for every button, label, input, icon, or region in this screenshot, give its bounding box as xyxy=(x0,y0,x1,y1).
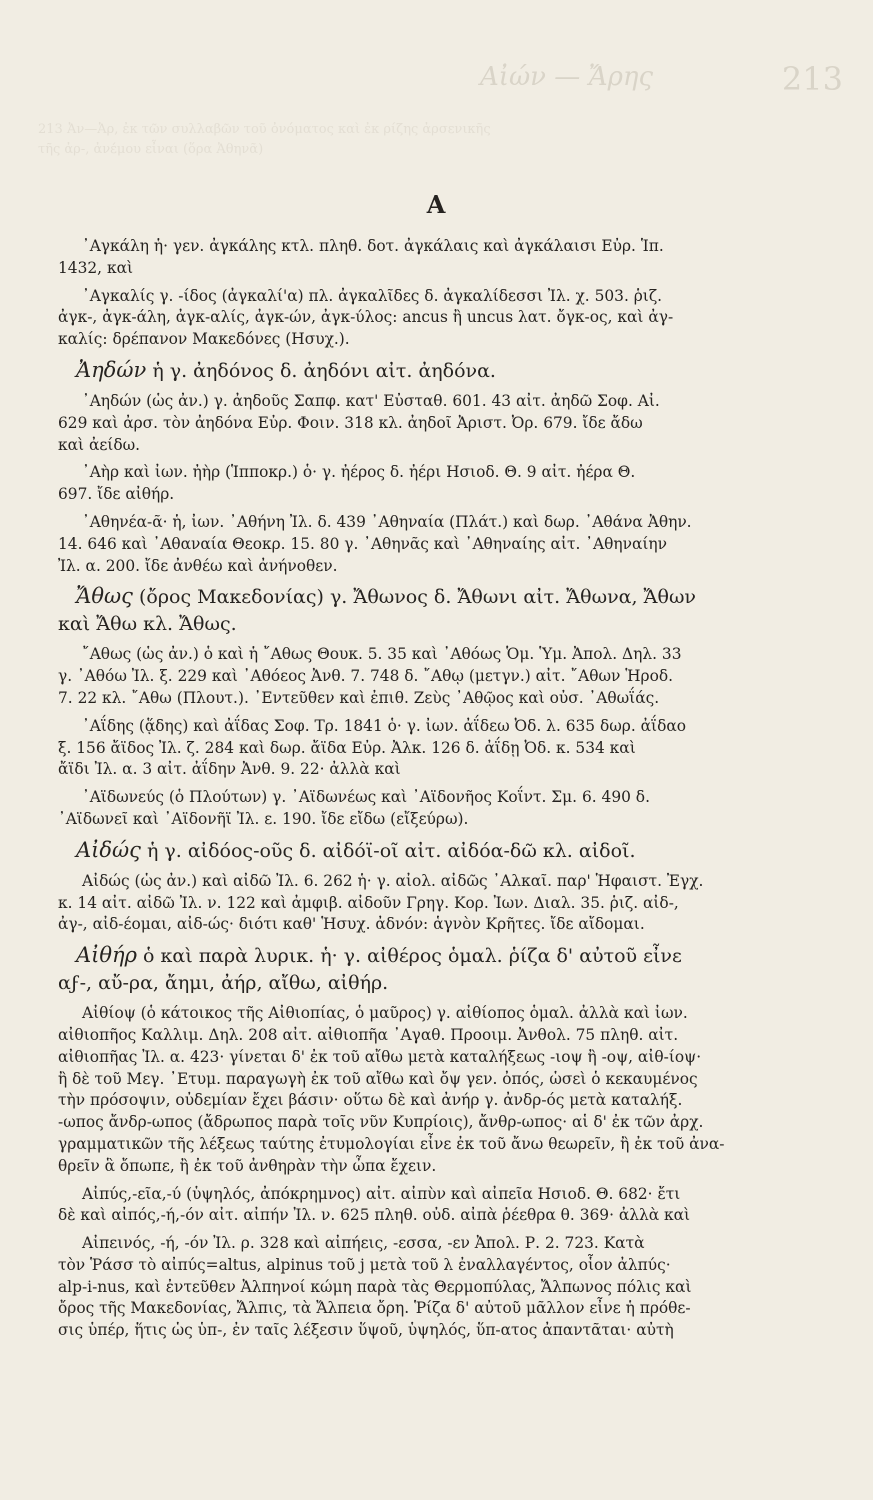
entry-line: 1432, καὶ xyxy=(58,258,133,277)
bleed-line: τῆς ἀρ-, ἀνέμου εἶναι (ὅρα Ἀθηνᾶ) xyxy=(38,142,264,157)
entry-line: ᾿Αθηνέα-ᾶ· ἡ, ἰων. ᾿Αθήνη Ἰλ. δ. 439 ᾿Αθηναία (Πλάτ.) καὶ δωρ. ᾿Αθάνα Ἀθην. xyxy=(82,512,692,531)
entry-line: ᾿Αϊδωνεύς (ὁ Πλούτων) γ. ᾿Αϊδωνέως καὶ ᾿Αϊδονῆος Κοΐντ. Σμ. 6. 490 δ. xyxy=(82,788,650,807)
entry-aides xyxy=(58,716,766,781)
entry-aedon-sub xyxy=(58,391,766,456)
entry-line: κ. 14 αἰτ. αἰδῶ Ἰλ. ν. 122 καὶ ἀμφιβ. αἰδοῦν Γρηγ. Κορ. Ἰων. Διαλ. 35. ῥιζ. αἰδ-, xyxy=(58,893,679,912)
entry-line: ᾿Αϊδωνεῖ καὶ ᾿Αϊδονῆϊ Ἰλ. ε. 190. ἴδε εἴδω (εἴξεύρω). xyxy=(58,809,469,828)
entry-line: -ωπος ἄνδρ-ωπος (ἄδρωπος παρὰ τοῖς νῦν Κυπρίοις), ἄνθρ-ωπος· αἱ δ' ἐκ τῶν ἀρχ. xyxy=(58,1113,704,1132)
entry-line: ᾿Αηδών (ὡς ἀν.) γ. ἀηδοῦς Σαπφ. κατ' Εὐσταθ. 601. 43 αἰτ. ἀηδῶ Σοφ. Αἰ. xyxy=(82,391,660,410)
entry-line: γραμματικῶν τῆς λέξεως ταύτης ἐτυμολογίαι εἶνε ἐκ τοῦ ἄνω θεωρεῖν, ἢ ἐκ τοῦ ἀνα- xyxy=(58,1134,725,1153)
bleed-through-text xyxy=(38,120,838,160)
entry-line: 14. 646 καὶ ᾿Αθαναία Θεοκρ. 15. 80 γ. ᾿Αθηνᾶς καὶ ᾿Αθηναίης αἰτ. ᾿Αθηναίην xyxy=(58,534,667,553)
entry-line: 697. ἴδε αἰθήρ. xyxy=(58,485,175,504)
headword: Αἰδώς xyxy=(76,837,141,862)
entry-line: ᾿Αγκαλίς γ. -ίδος (ἀγκαλί'α) πλ. ἀγκαλῖδες δ. ἀγκαλίδεσσι Ἰλ. χ. 503. ῥιζ. xyxy=(82,286,663,305)
entry-aither xyxy=(58,942,766,997)
section-letter: Α xyxy=(426,190,447,219)
entry-line: καὶ Ἄθω κλ. Ἄθως. xyxy=(58,613,237,636)
entry-line: Αἰδώς (ὡς ἀν.) καὶ αἰδῶ Ἰλ. 6. 262 ἡ· γ. αἰολ. αἰδῶς ᾿Αλκαῖ. παρ' Ἡφαιστ. Ἐγχ. xyxy=(82,871,704,890)
entry-line: alp-i-nus, καὶ ἐντεῦθεν Ἀλπηνοί κώμη παρὰ τὰς Θερμοπύλας, Ἄλπωνος πόλις καὶ xyxy=(58,1277,692,1296)
entry-line: Ἰλ. α. 200. ἴδε ἀνθέω καὶ ἀνήνοθεν. xyxy=(58,556,338,575)
entry-line: ξ. 156 ἄϊδος Ἰλ. ζ. 284 καὶ δωρ. ἄϊδα Εὐρ. Ἀλκ. 126 δ. ἀΐδῃ Ὀδ. κ. 534 καὶ xyxy=(58,738,636,757)
entry-spacer xyxy=(58,1342,766,1348)
entry-line: Αἰπεινός, -ή, -όν Ἰλ. ρ. 328 καὶ αἰπήεις, -εσσα, -εν Ἀπολ. Ρ. 2. 723. Κατὰ xyxy=(82,1234,645,1253)
entry-line xyxy=(58,583,766,611)
entry-line: γ. ᾿Αθόω Ἰλ. ξ. 229 καὶ ᾿Αθόεος Ἀνθ. 7. 748 δ. ῎Αθῳ (μετγν.) αἰτ. ῎Αθων Ἡροδ. xyxy=(58,667,674,686)
entry-line: καλίς: δρέπανον Μακεδόνες (Ησυχ.). xyxy=(58,330,350,349)
entry-aidos-sub xyxy=(58,871,766,936)
entry-line: αἰθιοπῆας Ἰλ. α. 423· γίνεται δ' ἐκ τοῦ αἴθω μετὰ καταλήξεως -ιοψ ἢ -οψ, αἰθ-ίοψ· xyxy=(58,1047,702,1066)
entry-line: ἀγκ-, ἀγκ-άλη, ἀγκ-αλίς, ἀγκ-ών, ἀγκ-ύλος: ancus ἢ uncus λατ. ὄγκ-ος, καὶ ἀγ- xyxy=(58,308,674,327)
entry-line: 7. 22 κλ. ῎Αθω (Πλουτ.). ᾿Εντεῦθεν καὶ ἐπιθ. Ζεὺς ᾿Αθῷος καὶ οὐσ. ᾿Αθωΐάς. xyxy=(58,688,660,707)
entry-line: θρεῖν ἃ ὄπωπε, ἢ ἐκ τοῦ ἀνθηρὰν τὴν ὦπα ἔχειν. xyxy=(58,1156,437,1175)
entry-line xyxy=(58,357,766,385)
entry-athos xyxy=(58,583,766,638)
entry-line xyxy=(58,942,766,970)
entry-aidos xyxy=(58,837,766,865)
entry-line: ἢ δὲ τοῦ Μεγ. ᾿Ετυμ. παραγωγὴ ἐκ τοῦ αἴθω καὶ ὄψ γεν. ὀπός, ὡσεὶ ὁ κεκαυμένος xyxy=(58,1069,698,1088)
entry-aer xyxy=(58,462,766,506)
entry-line: 629 καὶ ἀρσ. τὸν ἀηδόνα Εὐρ. Φοιν. 318 κλ. ἀηδοῖ Ἀριστ. Ὀρ. 679. ἴδε ἄδω xyxy=(58,413,643,432)
headword: Ἀηδών xyxy=(76,357,147,382)
entry-agkale xyxy=(58,236,766,280)
entry-line: ἄϊδι Ἰλ. α. 3 αἰτ. ἀΐδην Ἀνθ. 9. 22· ἀλλὰ καὶ xyxy=(58,760,401,779)
headword-definition: ἡ γ. ἀηδόνος δ. ἀηδόνι αἰτ. ἀηδόνα. xyxy=(146,359,496,382)
entry-line: τὴν πρόσοψιν, οὐδεμίαν ἔχει βάσιν· οὕτω δὲ καὶ ἀνήρ γ. ἀνδρ-ός μετὰ καταλήξ. xyxy=(58,1091,683,1110)
entry-line: δὲ καὶ αἰπός,-ή,-όν αἰτ. αἰπήν Ἰλ. ν. 625 πληθ. οὐδ. αἰπὰ ῥέεθρα θ. 369· ἀλλὰ καὶ xyxy=(58,1206,691,1225)
entry-line: ὄρος τῆς Μακεδονίας, Ἄλπις, τὰ Ἄλπεια ὄρη. Ῥίζα δ' αὐτοῦ μᾶλλον εἶνε ἡ πρόθε- xyxy=(58,1299,691,1318)
entry-line: ῎Αθως (ὡς ἀν.) ὁ καὶ ἡ ῎Αθως Θουκ. 5. 35 καὶ ᾿Αθόως Ὁμ. Ὑμ. Ἀπολ. Δηλ. 33 xyxy=(82,645,682,664)
entry-line: καὶ ἀείδω. xyxy=(58,435,141,454)
headword-definition: (ὄρος Μακεδονίας) γ. Ἄθωνος δ. Ἄθωνι αἰτ. Ἄθωνα, Ἄθων xyxy=(132,586,696,609)
entry-line: αἰθιοπῆος Καλλιμ. Δηλ. 208 αἰτ. αἰθιοπῆα ᾿Αγαθ. Προοιμ. Ἀνθολ. 75 πληθ. αἰτ. xyxy=(58,1025,679,1044)
entry-athos-sub xyxy=(58,644,766,709)
entry-line: ᾿Αὴρ καὶ ἰων. ἠὴρ (Ἱπποκρ.) ὁ· γ. ἠέρος δ. ἠέρι Ησιοδ. Θ. 9 αἰτ. ἠέρα Θ. xyxy=(82,463,636,482)
running-title: Αἰών — Ἄρης xyxy=(480,62,654,92)
entry-aidoneus xyxy=(58,787,766,831)
entry-line xyxy=(58,837,766,865)
entry-line: αϝ-, αὔ-ρα, ἄημι, ἀήρ, αἴθω, αἰθήρ. xyxy=(58,972,389,995)
entry-aipys xyxy=(58,1184,766,1228)
entry-line: Αἰθίοψ (ὁ κάτοικος τῆς Αἰθιοπίας, ὁ μαῦρος) γ. αἰθίοπος ὁμαλ. ἀλλὰ καὶ ἰων. xyxy=(82,1004,688,1023)
entry-line: ἀγ-, αἰδ-έομαι, αἰδ-ώς· διότι καθ' Ἡσυχ. ἀδνόν: ἁγνὸν Κρῆτες. ἴδε αἴδομαι. xyxy=(58,915,645,934)
headword-definition: ἡ γ. αἰδόος-οῦς δ. αἰδόϊ-οῖ αἰτ. αἰδόα-δῶ κλ. αἰδοῖ. xyxy=(140,839,636,862)
headword: Ἄθως xyxy=(76,584,133,609)
bleed-line: 213 Ἀν—Ἀρ, ἐκ τῶν συλλαβῶν τοῦ ὀνόματος καὶ ἐκ ρίζης ἀρσενικῆς xyxy=(38,122,491,137)
entry-line: ᾿Αγκάλη ἡ· γεν. ἀγκάλης κτλ. πληθ. δοτ. ἀγκάλαις καὶ ἀγκάλαισι Εὐρ. Ἱπ. xyxy=(82,237,664,255)
entry-line: Αἰπύς,-εῖα,-ύ (ὑψηλός, ἀπόκρημνος) αἰτ. αἰπὺν καὶ αἰπεῖα Ησιοδ. Θ. 682· ἔτι xyxy=(82,1184,681,1203)
entry-aedon xyxy=(58,357,766,385)
entry-aithiops xyxy=(58,1003,766,1177)
entry-line: σις ὑπέρ, ἥτις ὡς ὑπ-, ἐν ταῖς λέξεσιν ὕψοῦ, ὑψηλός, ὕπ-ατος ἀπαντᾶται· αὐτὴ xyxy=(58,1321,674,1340)
lexicon-entries xyxy=(58,236,766,1348)
entry-line: ᾿Αΐδης (ᾅδης) καὶ ἀΐδας Σοφ. Τρ. 1841 ὁ· γ. ἰων. ἀΐδεω Ὀδ. λ. 635 δωρ. ἀΐδαο xyxy=(82,716,686,735)
entry-aipeinos xyxy=(58,1233,766,1342)
entry-line: τὸν Ῥάσσ τὸ αἰπύς=altus, alpinus τοῦ j μετὰ τοῦ λ ἐναλλαγέντος, οἷον ἀλπύς· xyxy=(58,1255,671,1274)
entry-athenaa xyxy=(58,512,766,577)
entry-agkalis xyxy=(58,286,766,351)
headword: Αἰθήρ xyxy=(76,943,137,968)
page-number: 213 xyxy=(781,60,843,98)
headword-definition: ὁ καὶ παρὰ λυρικ. ἡ· γ. αἰθέρος ὁμαλ. ῥίζα δ' αὐτοῦ εἶνε xyxy=(136,945,682,968)
